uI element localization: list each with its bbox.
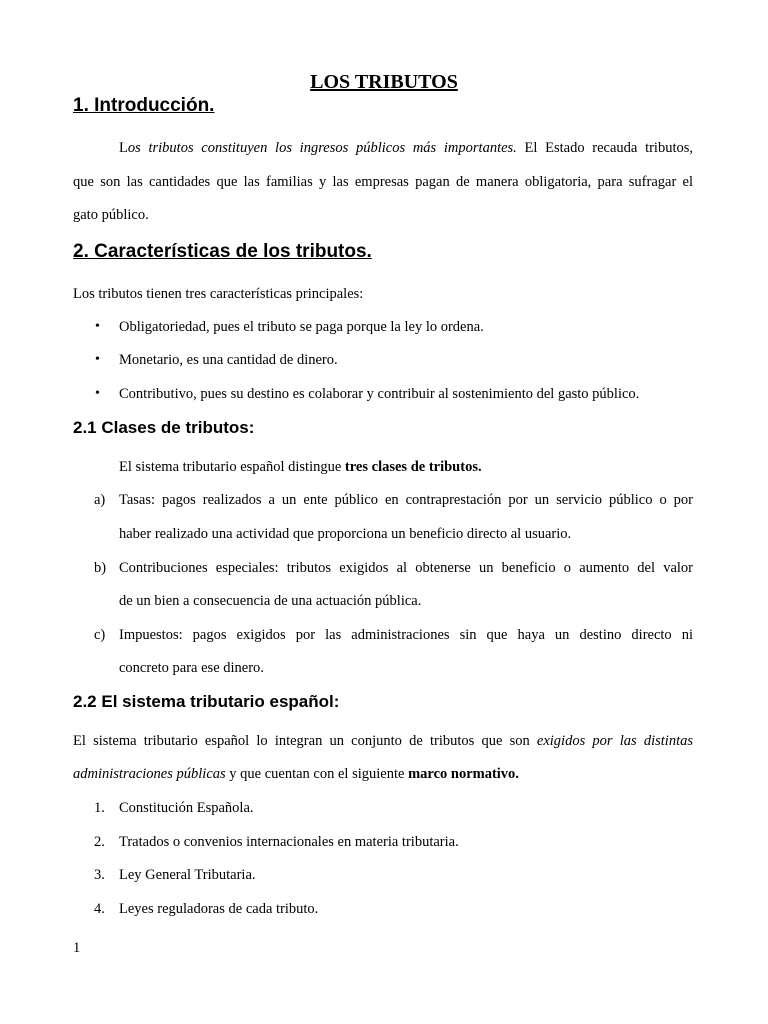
document-title: LOS TRIBUTOS (310, 71, 458, 93)
list-marker: b) (94, 560, 107, 576)
list-marker: 1. (94, 800, 105, 816)
list-marker: a) (94, 492, 106, 508)
sistema-text: y que cuentan con el siguiente (225, 766, 409, 782)
bullet-marker: • (95, 352, 100, 367)
intro-italic-text: os tributos constituyen los ingresos públicos más importantes. (127, 140, 517, 156)
clases-intro-text: El sistema tributario español distingue (119, 459, 345, 475)
clases-intro (119, 457, 693, 477)
sistema-italic: administraciones públicas (73, 766, 226, 782)
list-marker: 2. (94, 834, 105, 850)
page-number: 1 (73, 940, 81, 956)
section-heading-sistema: 2.2 El sistema tributario español: (73, 692, 340, 711)
intro-initial: L (119, 140, 128, 156)
marco-item: Constitución Española. (119, 800, 254, 816)
marco-item: Tratados o convenios internacionales en materia tributaria. (119, 834, 459, 850)
caracteristicas-intro: Los tributos tienen tres características principales: (73, 286, 364, 302)
list-marker: c) (94, 627, 106, 643)
sistema-bold: marco normativo. (408, 766, 519, 782)
intro-paragraph-line-3: gato público. (73, 207, 149, 223)
bullet-item: Contributivo, pues su destino es colaborar y contribuir al sostenimiento del gasto público. (119, 386, 640, 402)
intro-paragraph-line-2: que son las cantidades que las familias y las empresas pagan de manera obligatoria, para sufragar el (73, 174, 693, 190)
sistema-paragraph-line-2 (73, 764, 693, 784)
clase-item-line-2: haber realizado una actividad que proporciona un beneficio directo al usuario. (119, 526, 572, 542)
marco-item: Leyes reguladoras de cada tributo. (119, 901, 319, 917)
clase-item-line-1: Contribuciones especiales: tributos exigidos al obtenerse un beneficio o aumento del valor (119, 560, 693, 576)
clase-item-line-2: concreto para ese dinero. (119, 660, 264, 676)
clases-intro-bold: tres clases de tributos. (344, 459, 482, 475)
marco-item: Ley General Tributaria. (119, 867, 256, 883)
sistema-text: El sistema tributario español lo integran un conjunto de tributos que son (73, 733, 537, 749)
sistema-italic: exigidos por las distintas (536, 733, 693, 749)
list-marker: 4. (94, 901, 105, 917)
clase-item-line-2: de un bien a consecuencia de una actuación pública. (119, 593, 422, 609)
section-heading-introduccion: 1. Introducción. (73, 95, 215, 116)
list-marker: 3. (94, 867, 105, 883)
intro-rest-text: El Estado recauda tributos, (516, 140, 694, 156)
bullet-marker: • (95, 319, 100, 334)
section-heading-caracteristicas: 2. Características de los tributos. (73, 241, 372, 262)
bullet-marker: • (95, 386, 100, 401)
intro-paragraph-line-1 (119, 138, 693, 158)
clase-item-line-1: Tasas: pagos realizados a un ente público en contraprestación por un servicio público o por (119, 492, 693, 508)
bullet-item: Monetario, es una cantidad de dinero. (119, 352, 338, 368)
clase-item-line-1: Impuestos: pagos exigidos por las administraciones sin que haya un destino directo ni (119, 627, 693, 643)
sistema-paragraph-line-1 (73, 731, 693, 751)
section-heading-clases: 2.1 Clases de tributos: (73, 418, 255, 437)
bullet-item: Obligatoriedad, pues el tributo se paga porque la ley lo ordena. (119, 319, 484, 335)
